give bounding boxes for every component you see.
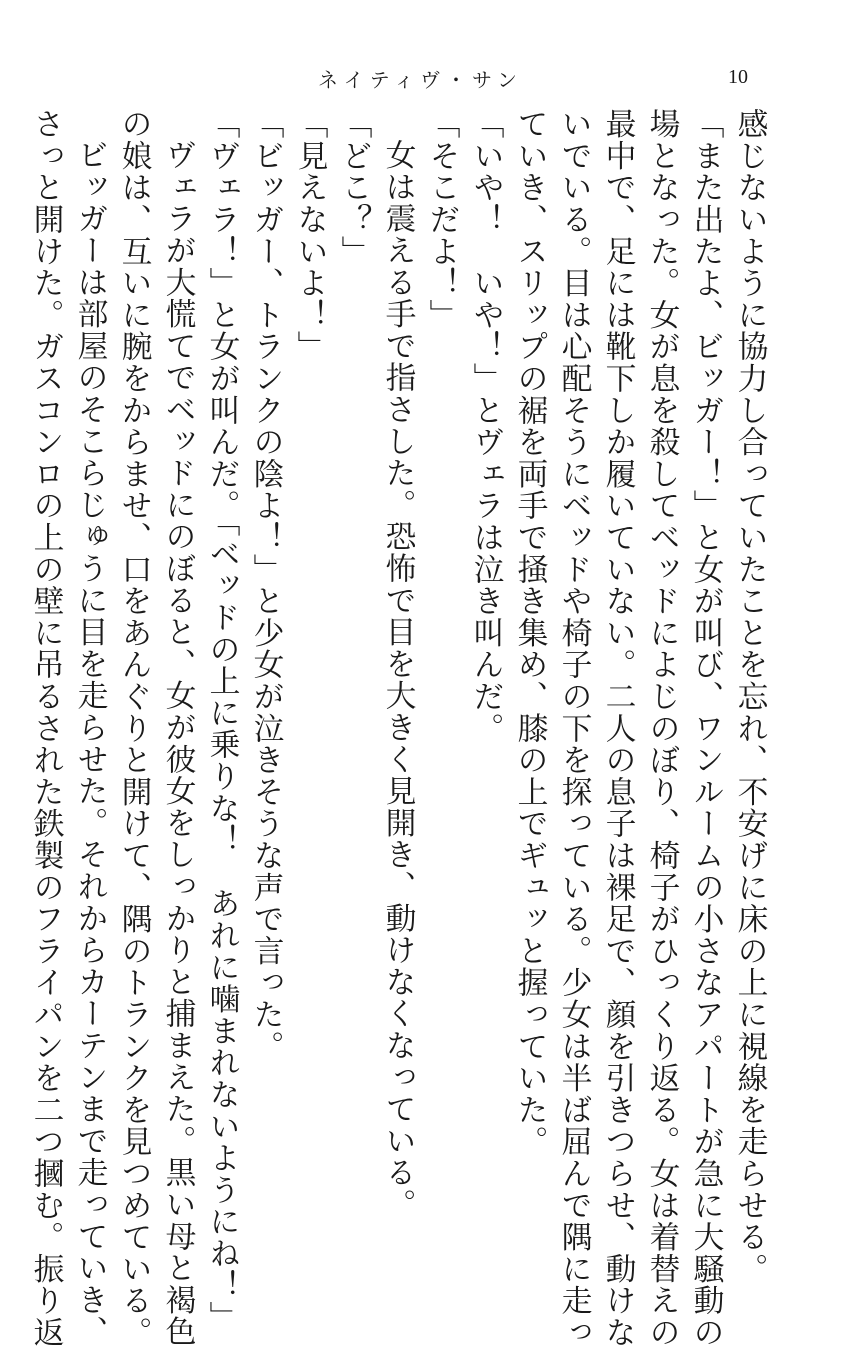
text-line: ていき、スリップの裾を両手で掻き集め、膝の上でギュッと握っていた。: [512, 108, 548, 1158]
text-line: 女は震える手で指さした。恐怖で目を大きく見開き、動けなくなっている。: [380, 138, 416, 1220]
text-line: 「どこ？」: [336, 108, 372, 267]
text-line: 「そこだよ！」: [424, 108, 460, 331]
text-line: 「見えないよ！」: [292, 108, 328, 363]
text-line: ビッガーは部屋のそこらじゅうに目を走らせた。それからカーテンまで走っていき、: [72, 138, 108, 1348]
text-line: さっと開けた。ガスコンロの上の壁に吊るされた鉄製のフライパンを二つ摑む。振り返: [28, 108, 64, 1348]
text-line: 「ヴェラ！」と女が叫んだ。「ベッドの上に乗りな！ あれに噛まれないようにね！」: [204, 108, 240, 1333]
text-line: の娘は、互いに腕をからませ、口をあんぐりと開けて、隅のトランクを見つめている。: [116, 108, 152, 1348]
text-line: 「ビッガー、トランクの陰よ！」と少女が泣きそうな声で言った。: [248, 108, 284, 1062]
text-line: 感じないように協力し合っていたことを忘れ、不安げに床の上に視線を走らせる。: [732, 108, 768, 1285]
text-line: 「いや！ いや！」とヴェラは泣き叫んだ。: [468, 108, 504, 744]
running-head: ネイティヴ・サン: [318, 68, 523, 92]
text-line: 「また出たよ、ビッガー！」と女が叫び、ワンルームの小さなアパートが急に大騒動の: [688, 108, 724, 1348]
text-line: 場となった。女が息を殺してベッドによじのぼり、椅子がひっくり返る。女は着替えの: [644, 108, 680, 1348]
text-line: 最中で、足には靴下しか履いていない。二人の息子は裸足で、顔を引きつらせ、動けな: [600, 108, 636, 1348]
body-text: [28, 108, 772, 1348]
text-line: ヴェラが大慌てでベッドにのぼると、女が彼女をしっかりと捕まえた。黒い母と褐色: [160, 138, 196, 1348]
text-line: いでいる。目は心配そうにベッドや椅子の下を探っている。少女は半ば屈んで隅に走っ: [556, 108, 592, 1348]
page-number: 10: [728, 66, 748, 88]
